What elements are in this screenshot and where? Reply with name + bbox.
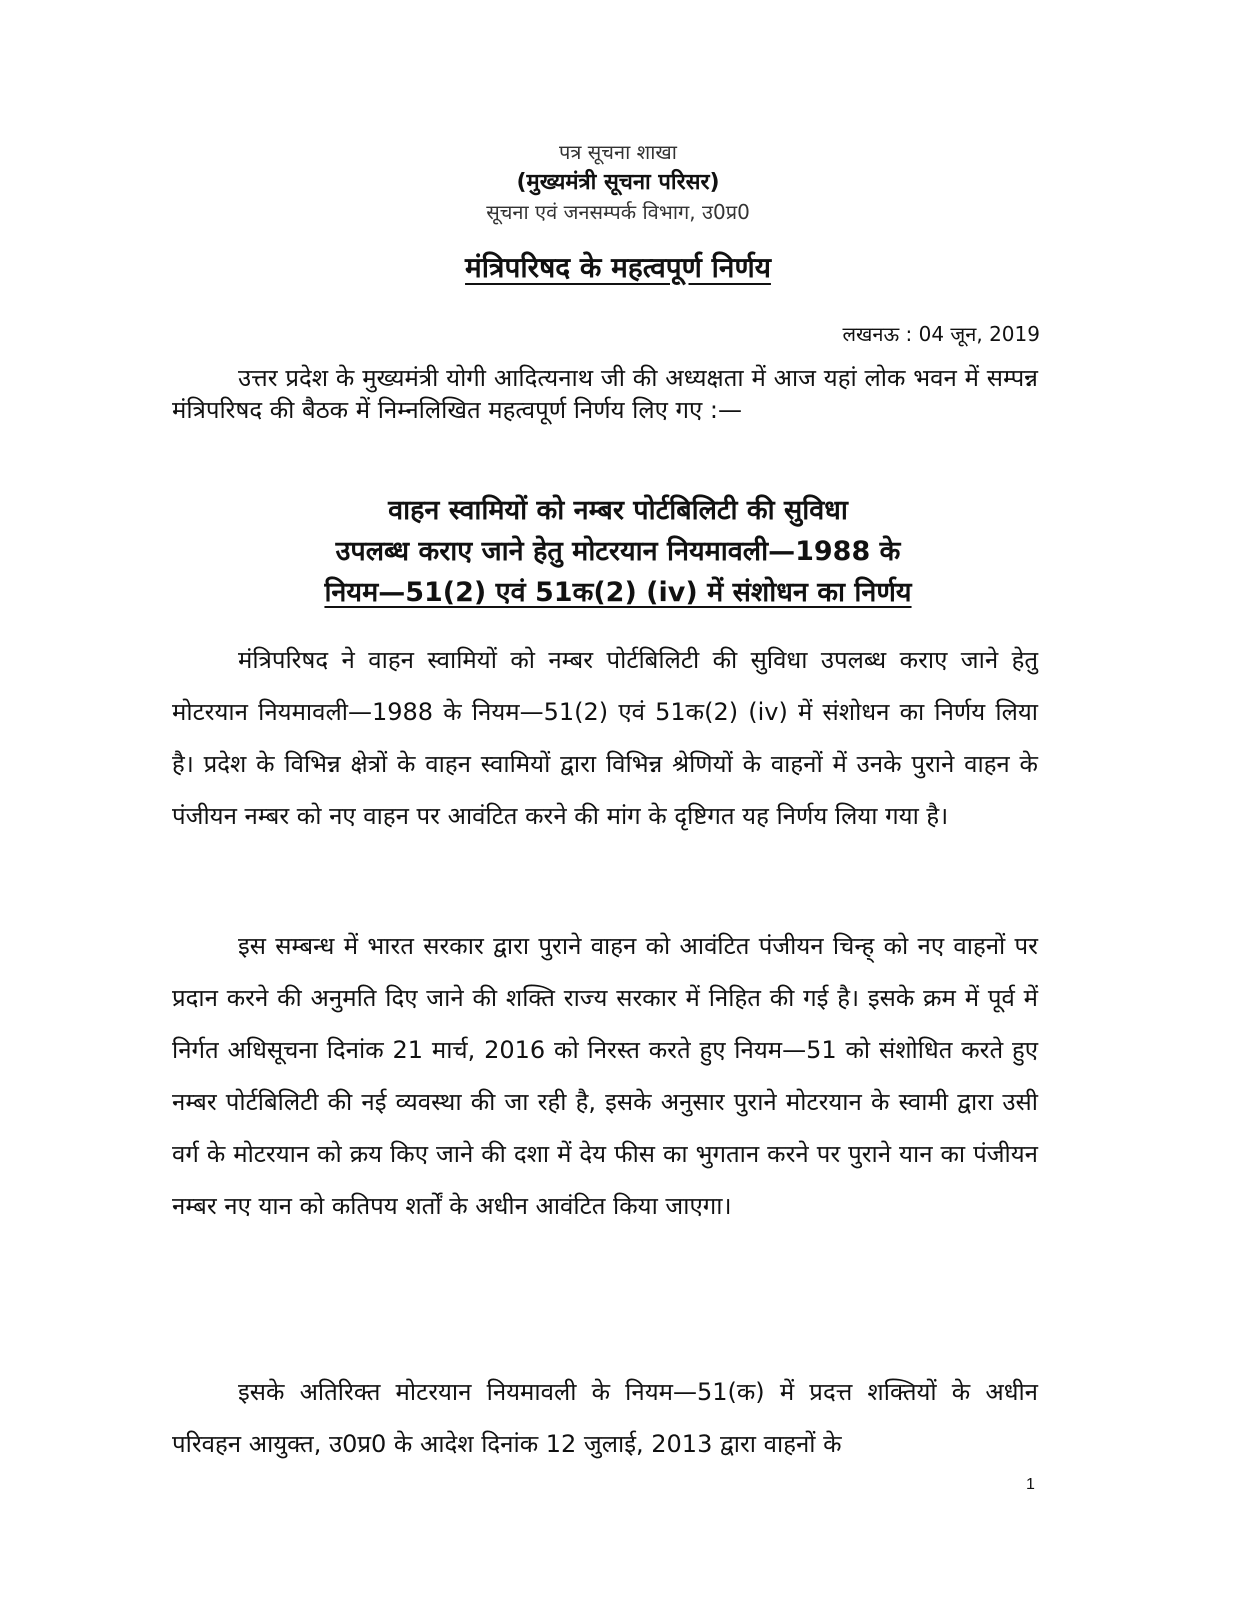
page-title-text: मंत्रिपरिषद के महत्वपूर्ण निर्णय bbox=[465, 251, 771, 284]
decision-title bbox=[0, 490, 1236, 613]
decision-title-line-1: वाहन स्वामियों को नम्बर पोर्टबिलिटी की सुविधा bbox=[388, 495, 848, 526]
header-ministry: सूचना एवं जनसम्पर्क विभाग, उ0प्र0 bbox=[486, 200, 750, 224]
header-office: (मुख्यमंत्री सूचना परिसर) bbox=[516, 170, 720, 195]
intro-paragraph: उत्तर प्रदेश के मुख्यमंत्री योगी आदित्यनाथ जी की अध्यक्षता में आज यहां लोक भवन में सम्पन्न मंत्रिपरिषद की बैठक में निम्नलिखित महत्वपूर्ण निर्णय लिए गए :— bbox=[172, 364, 1038, 424]
decision-title-line-3-text: नियम—51(2) एवं 51क(2) (iv) में संशोधन का निर्णय bbox=[324, 577, 912, 608]
page-number: 1 bbox=[1026, 1476, 1035, 1493]
header-department: पत्र सूचना शाखा bbox=[559, 140, 677, 164]
body-paragraph-2: इस सम्बन्ध में भारत सरकार द्वारा पुराने वाहन को आवंटित पंजीयन चिन्ह् को नए वाहनों पर प्रदान करने की अनुमति दिए जाने की शक्ति राज्य सरकार में निहित की गई है। इसके क्रम में पूर्व में निर्गत अधिसूचना दिनांक 21 मार्च, 2016 को निरस्त करते हुए नियम—51 को संशोधित करते हुए नम्बर पोर्टबिलिटी की नई व्यवस्था की जा रही है, इसके अनुसार पुराने मोटरयान के स्वामी द्वारा उसी वर्ग के मोटरयान को क्रय किए जाने की दशा में देय फीस का भुगतान करने पर पुराने यान का पंजीयन नम्बर नए यान को कतिपय शर्तों के अधीन आवंटित किया जाएगा। bbox=[172, 932, 1038, 1220]
body-paragraph-1: मंत्रिपरिषद ने वाहन स्वामियों को नम्बर पोर्टबिलिटी की सुविधा उपलब्ध कराए जाने हेतु मोटरयान नियमावली—1988 के नियम—51(2) एवं 51क(2) (iv) में संशोधन का निर्णय लिया है। प्रदेश के विभिन्न क्षेत्रों के वाहन स्वामियों द्वारा विभिन्न श्रेणियों के वाहनों में उनके पुराने वाहन के पंजीयन नम्बर को नए वाहन पर आवंटित करने की मांग के दृष्टिगत यह निर्णय लिया गया है। bbox=[172, 646, 1038, 830]
page-title bbox=[0, 248, 1236, 286]
decision-title-line-3 bbox=[0, 572, 1236, 613]
decision-title-line-2: उपलब्ध कराए जाने हेतु मोटरयान नियमावली—1988 के bbox=[335, 536, 901, 567]
dateline: लखनऊ : 04 जून, 2019 bbox=[842, 322, 1040, 346]
body-paragraph-3: इसके अतिरिक्त मोटरयान नियमावली के नियम—51(क) में प्रदत्त शक्तियों के अधीन परिवहन आयुक्त, उ0प्र0 के आदेश दिनांक 12 जुलाई, 2013 द्वारा वाहनों के bbox=[172, 1378, 1038, 1458]
